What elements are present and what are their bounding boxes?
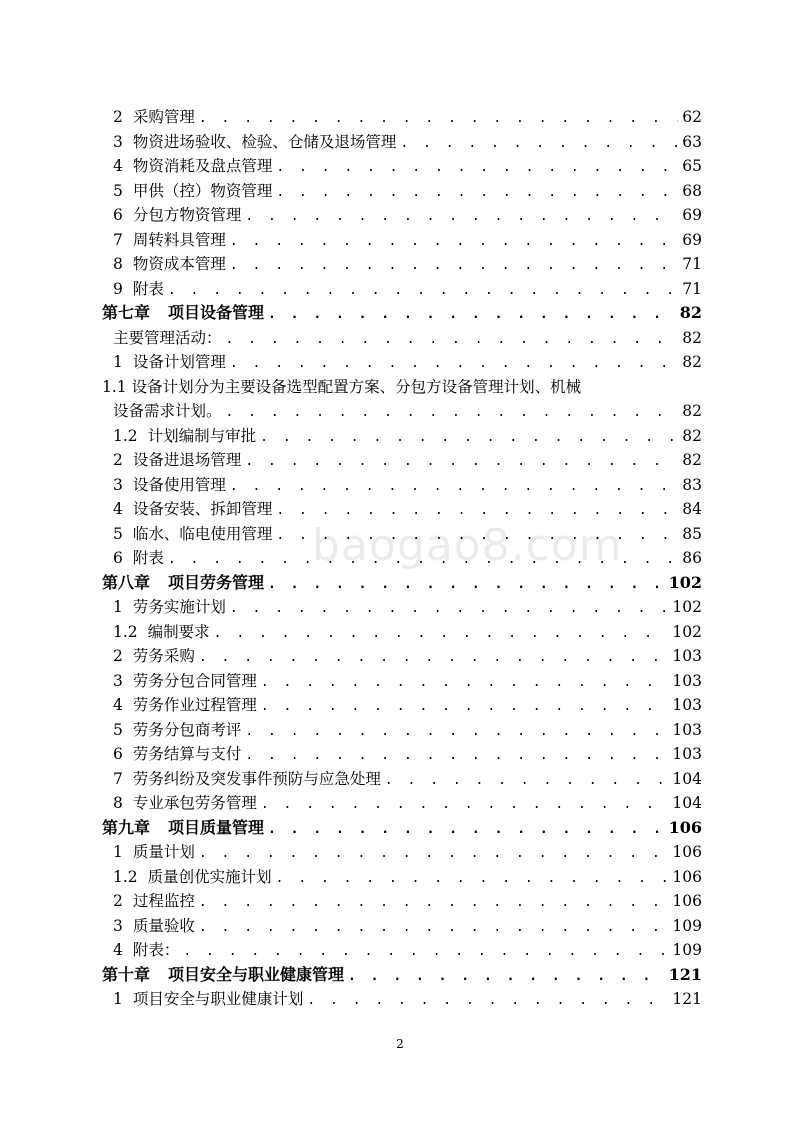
toc-entry[interactable] [102,154,702,179]
toc-entry-page: 63 [682,132,702,151]
toc-entry[interactable] [102,105,702,130]
toc-entry-page: 68 [682,181,702,200]
toc-entry-label [113,448,241,473]
toc-entry-number: 5 [113,181,123,200]
dot-leader [276,867,669,892]
toc-entry-title: 物资进场验收、检验、仓储及退场管理 [132,132,397,151]
toc-entry-number: 8 [113,794,123,812]
toc-entry-label [113,252,226,277]
toc-entry-title: 附表 [132,549,164,567]
toc-entry-page: 121 [668,964,702,984]
dot-leader [226,328,678,353]
toc-entry-page: 62 [682,108,702,126]
toc-entry-label [102,571,264,596]
dot-leader [183,940,668,965]
toc-entry-number: 1.2 [113,426,138,445]
dot-leader [276,156,678,181]
toc-entry-label [113,644,195,669]
toc-entry[interactable] [102,865,702,890]
dot-leader [276,181,678,206]
toc-entry-page: 82 [682,402,702,420]
toc-entry-number: 4 [113,157,123,175]
toc-entry[interactable] [102,497,702,522]
toc-entry[interactable] [102,399,702,424]
toc-entry-title: 项目设备管理 [168,303,265,322]
toc-entry-label [113,620,210,645]
toc-entry-title: 附表： [132,941,180,959]
toc-entry-number: 1 [113,843,123,861]
toc-entry-page: 106 [672,843,702,861]
toc-chapter[interactable] [102,571,702,596]
toc-entry-title: 过程监控 [132,892,195,910]
toc-entry-title: 项目安全与职业健康管理 [168,964,345,984]
toc-entry-number: 1 [113,598,123,616]
toc-entry-title: 设备使用管理 [132,475,226,494]
toc-entry-page: 102 [672,622,702,641]
dot-leader [260,426,678,451]
dot-leader [199,891,669,916]
toc-chapter[interactable] [102,301,702,326]
toc-entry-number: 第十章 [102,964,151,984]
toc-entry[interactable] [102,424,702,449]
toc-entry-label [102,301,264,326]
toc-entry-page: 106 [672,892,702,910]
toc-entry-number: 8 [113,255,123,273]
toc-entry-title: 物资成本管理 [132,255,226,273]
dot-leader [348,965,665,990]
dot-leader [168,279,678,304]
toc-entry-number: 6 [113,549,123,567]
toc-entry-label [113,522,272,547]
toc-entry-number: 1 [113,990,123,1008]
toc-entry-title: 劳务分包合同管理 [132,671,257,690]
toc-entry[interactable] [102,644,702,669]
dot-leader [245,744,668,769]
toc-entry-label [113,669,257,694]
toc-entry-title: 临水、临电使用管理 [132,524,273,543]
toc-entry-page: 83 [682,475,702,494]
toc-entry-label [113,865,272,890]
toc-entry-page: 82 [682,328,702,347]
toc-entry-label [113,424,256,449]
toc-entry-page: 71 [682,279,702,298]
toc-entry-number: 4 [113,500,123,518]
toc-entry-title: 劳务分包商考评 [132,720,242,739]
toc-entry-label [102,816,264,841]
toc-chapter[interactable] [102,963,702,988]
toc-entry-page: 109 [672,916,702,935]
watermark: baogao8.com [312,520,623,571]
toc-entry-number: 3 [113,132,123,151]
toc-entry-title: 物资消耗及盘点管理 [132,157,273,175]
toc-entry[interactable] [102,203,702,228]
toc-entry-title: 劳务纠纷及突发事件预防与应急处理 [132,769,381,788]
toc-entry-page: 103 [672,720,702,739]
toc-chapter[interactable] [102,816,702,841]
toc-entry-number: 第九章 [102,817,151,837]
toc-entry[interactable] [102,620,702,645]
toc-entry-number: 5 [113,524,123,543]
toc-entry-number: 1.2 [113,622,138,641]
dot-leader [261,671,669,696]
toc-entry-page: 82 [679,303,702,322]
toc-entry-page: 69 [682,230,702,249]
toc-entry[interactable] [102,448,702,473]
toc-entry[interactable] [102,179,702,204]
dot-leader [245,720,668,745]
toc-entry-title: 质量计划 [132,843,195,861]
toc-entry-number: 5 [113,720,123,739]
toc-entry[interactable] [102,350,702,375]
toc-entry-label [113,179,272,204]
toc-entry-title: 项目安全与职业健康计划 [132,990,304,1008]
toc-entry-page: 69 [682,206,702,224]
toc-entry-title: 周转料具管理 [132,230,226,249]
dot-leader [199,646,669,671]
toc-entry-label [113,840,195,865]
toc-entry-label [113,791,257,816]
dot-leader [199,916,669,941]
toc-entry-number: 4 [113,941,123,959]
toc-entry[interactable] [102,326,702,351]
toc-entry-title: 劳务结算与支付 [132,745,242,763]
dot-leader [199,842,669,867]
toc-entry-page: 104 [672,794,702,812]
toc-entry-label [113,497,272,522]
toc-entry-number: 第七章 [102,303,151,322]
toc-entry-label [113,277,164,302]
toc-entry-title: 质量创优实施计划 [147,867,272,886]
toc-entry[interactable] [102,742,702,767]
dot-leader [230,254,678,279]
toc-entry-label [113,742,241,767]
toc-entry[interactable] [102,130,702,155]
toc-entry-page: 103 [672,696,702,714]
toc-entry-title: 劳务实施计划 [132,598,226,616]
toc-entry-page: 102 [668,572,702,592]
toc-entry-page: 82 [682,451,702,469]
toc-entry-number: 1.2 [113,867,138,886]
toc-entry-number: 3 [113,475,123,494]
toc-entry-page: 86 [682,549,702,567]
toc-entry[interactable] [102,277,702,302]
toc-entry[interactable] [102,914,702,939]
toc-entry-page: 103 [672,647,702,665]
toc-entry-label [113,987,303,1012]
dot-leader [261,695,669,720]
toc-entry-label [113,326,222,351]
toc-entry-label [113,693,257,718]
toc-entry-page: 102 [672,598,702,616]
dot-leader [245,450,678,475]
toc-entry-line: 1.1 设备计划分为主要设备选型配置方案、分包方设备管理计划、机械 [102,377,582,396]
dot-leader [268,573,665,598]
toc-entry-label [113,473,226,498]
toc-entry[interactable] [102,889,702,914]
toc-entry-label [113,889,195,914]
toc-entry-number: 2 [113,451,123,469]
toc-entry-number: 3 [113,671,123,690]
toc-entry[interactable] [102,669,702,694]
toc-entry-number: 6 [113,745,123,763]
dot-leader [261,793,669,818]
toc-entry[interactable] [102,252,702,277]
toc-entry[interactable] [102,791,702,816]
dot-leader [268,818,665,843]
toc-entry[interactable] [102,718,702,743]
toc-entry-title: 专业承包劳务管理 [132,794,257,812]
toc-entry-page: 106 [668,817,702,837]
dot-leader [199,107,678,132]
toc-entry-title: 项目劳务管理 [168,572,265,592]
dot-leader [226,401,678,426]
toc-entry-title: 劳务作业过程管理 [132,696,257,714]
dot-leader [230,597,669,622]
toc-entry-label [113,154,272,179]
toc-entry-title: 附表 [132,279,164,298]
toc-entry-label [113,914,195,939]
toc-entry-page: 82 [682,426,702,445]
toc-entry-number: 7 [113,230,123,249]
toc-entry-label [113,718,241,743]
toc-entry-title: 设备需求计划。 [113,402,222,420]
toc-entry-label [113,228,226,253]
toc-entry-page: 121 [672,990,702,1008]
toc-entry-number: 1 [113,353,123,371]
toc-entry-page: 85 [682,524,702,543]
toc-entry-page: 71 [682,255,702,273]
toc-entry-label [113,203,241,228]
dot-leader [307,989,668,1014]
toc-entry[interactable] [102,938,702,963]
toc-entry-label [113,105,195,130]
toc-entry-page: 104 [672,769,702,788]
toc-entry-title: 项目质量管理 [168,817,265,837]
toc-entry-label [102,963,344,988]
toc-entry[interactable] [102,840,702,865]
toc-entry-number: 7 [113,769,123,788]
toc-entry-number: 6 [113,206,123,224]
toc-entry-number: 第八章 [102,572,151,592]
toc-entry-number: 3 [113,916,123,935]
toc-entry-label [113,130,396,155]
toc-entry-title: 设备安装、拆卸管理 [132,500,273,518]
toc-entry-page: 82 [682,353,702,371]
toc-entry[interactable] [102,228,702,253]
dot-leader [245,205,678,230]
toc-entry-number: 2 [113,647,123,665]
toc-entry-title: 劳务采购 [132,647,195,665]
toc-entry-title: 计划编制与审批 [147,426,257,445]
toc-entry[interactable] [102,987,702,1012]
toc-entry-page: 103 [672,671,702,690]
dot-leader [230,352,678,377]
toc-entry-label [113,350,226,375]
toc-entry-page: 106 [672,867,702,886]
toc-entry[interactable] [102,693,702,718]
toc-entry-number: 4 [113,696,123,714]
toc-entry-title: 设备进退场管理 [132,451,242,469]
toc-entry-title: 甲供（控）物资管理 [132,181,273,200]
dot-leader [230,475,678,500]
dot-leader [385,769,669,794]
toc-entry-number: 2 [113,108,123,126]
toc-entry-title: 分包方物资管理 [132,206,242,224]
toc-entry[interactable] [102,473,702,498]
toc-entry[interactable] [102,767,702,792]
toc-entry-page: 65 [682,157,702,175]
dot-leader [268,303,676,328]
toc-entry-label [113,767,381,792]
toc-entry-label [113,546,164,571]
toc-entry-page: 84 [682,500,702,518]
dot-leader [400,132,678,157]
toc-entry-title: 质量验收 [132,916,195,935]
toc-entry-title: 设备计划管理 [132,353,226,371]
toc-entry[interactable] [102,595,702,620]
toc-entry-number: 9 [113,279,123,298]
toc-entry-title: 主要管理活动： [113,328,222,347]
toc-entry-page: 103 [672,745,702,763]
toc-entry-page: 109 [672,941,702,959]
toc-entry-number: 2 [113,892,123,910]
toc-entry-label [113,595,226,620]
toc-entry-title: 采购管理 [132,108,195,126]
dot-leader [230,230,678,255]
dot-leader [214,622,669,647]
toc-entry-title: 编制要求 [147,622,210,641]
toc-entry-label [113,938,179,963]
page-number: 2 [396,1037,404,1051]
